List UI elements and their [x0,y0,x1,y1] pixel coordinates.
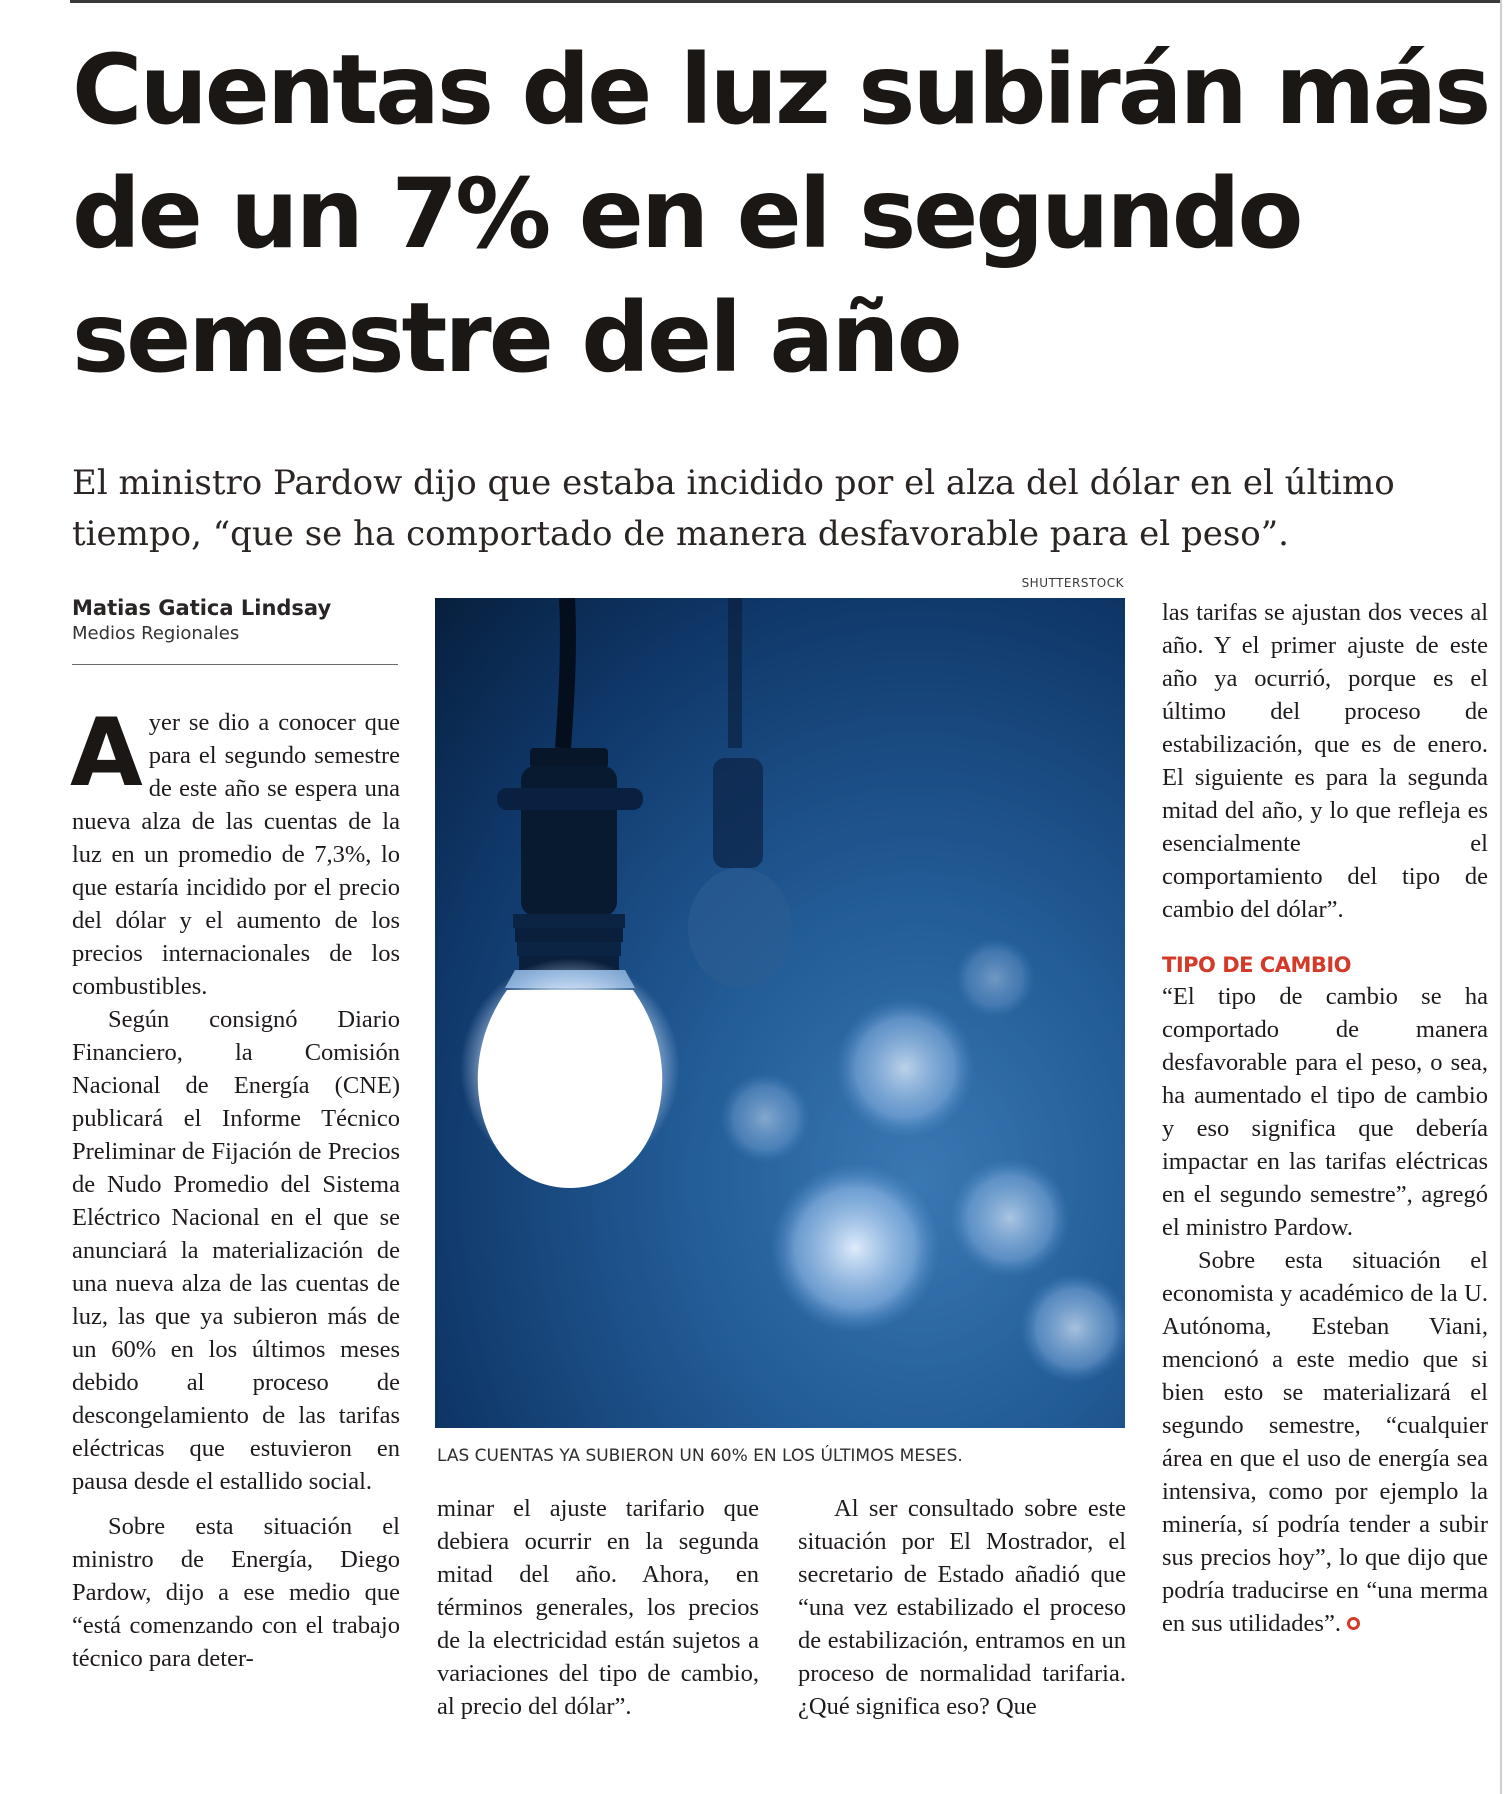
column-3 [798,1492,1126,1723]
column-4-paragraph-3 [1162,1244,1488,1640]
column-4-paragraph-1: las tarifas se ajustan dos veces al año. Y el primer ajuste de este año ya ocurrió, porque es el último del proceso de estabilización, que es de enero. El siguiente es para la segunda mitad del año, y lo que refleja es esencialmente el comportamiento del tipo de cambio del dólar”. [1162,599,1488,923]
paragraph-2: Según consignó Diario Financiero, la Comisión Nacional de Energía (CNE) publicará el Informe Técnico Preliminar de Fijación de Precios de Nudo Promedio del Sistema Eléctrico Nacional en el que se anunciará la materialización de una nueva alza de las cuentas de luz, las que ya subieron más de un 60% en los últimos meses debido al proceso de descongelamiento de las tarifas eléctricas que estuvieron en pausa desde el estallido social. [72,1006,400,1495]
article-photo [435,598,1125,1428]
paragraph-3: Sobre esta situación el ministro de Energía, Diego Pardow, dijo a ese medio que “está comenzando con el trabajo técnico para deter- [72,1513,400,1672]
byline [72,594,400,646]
photo-caption: LAS CUENTAS YA SUBIERON UN 60% EN LOS ÚLTIMOS MESES. [437,1446,963,1466]
top-rule [70,0,1502,3]
headline: Cuentas de luz subirán más de un 7% en el segundo semestre del año [72,34,1489,394]
column-2-text: minar el ajuste tarifario que debiera ocurrir en la segunda mitad del año. Ahora, en términos generales, los precios de la electricidad están sujetos a variaciones del tipo de cambio, al precio del dólar”. [437,1495,759,1720]
light-bulbs-illustration [435,598,1125,1428]
column-2 [437,1492,759,1723]
photo-credit: SHUTTERSTOCK [1021,576,1124,590]
drop-cap: A [70,699,143,808]
column-4-paragraph-3-text: Sobre esta situación el economista y académico de la U. Autónoma, Esteban Viani, mencionó a este medio que si bien esto se materializará el segundo semestre, “cualquier área en que el uso de energía sea intensiva, como por ejemplo la minería, sí podría tender a subir sus precios hoy”, lo que dijo que podría traducirse en “una merma en sus utilidades”. [1162,1247,1488,1637]
column-4 [1162,596,1488,1640]
column-3-text: Al ser consultado sobre este situación por El Mostrador, el secretario de Estado añadió que “una vez estabilizado el proceso de estabilización, entramos en un proceso de normalidad tarifaria. ¿Qué significa eso? Que [798,1495,1126,1720]
paragraph-1 [70,699,400,1003]
deck: El ministro Pardow dijo que estaba incidido por el alza del dólar en el último tiempo, “que se ha comportado de manera desfavorable para el peso”. [72,463,1395,554]
column-1 [70,699,400,1675]
page-edge-rule [1500,0,1502,1794]
subhead-tipo-de-cambio: TIPO DE CAMBIO [1162,953,1352,977]
paragraph-1-text: yer se dio a conocer que para el segundo semestre de este año se espera una nueva alza de las cuentas de la luz en un promedio de 7,3%, lo que estaría incidido por el precio del dólar y el aumento de los precios internacionales de los combustibles. [72,709,400,1000]
column-4-paragraph-2: “El tipo de cambio se ha comportado de manera desfavorable para el peso, o sea, ha aumentado el tipo de cambio y eso significa que debería impactar en las tarifas eléctricas en el segundo semestre”, agregó el ministro Pardow. [1162,983,1488,1241]
author-name: Matias Gatica Lindsay [72,596,332,620]
author-outlet: Medios Regionales [72,623,240,644]
circle-end-icon [1347,1617,1360,1630]
byline-divider [72,664,398,665]
